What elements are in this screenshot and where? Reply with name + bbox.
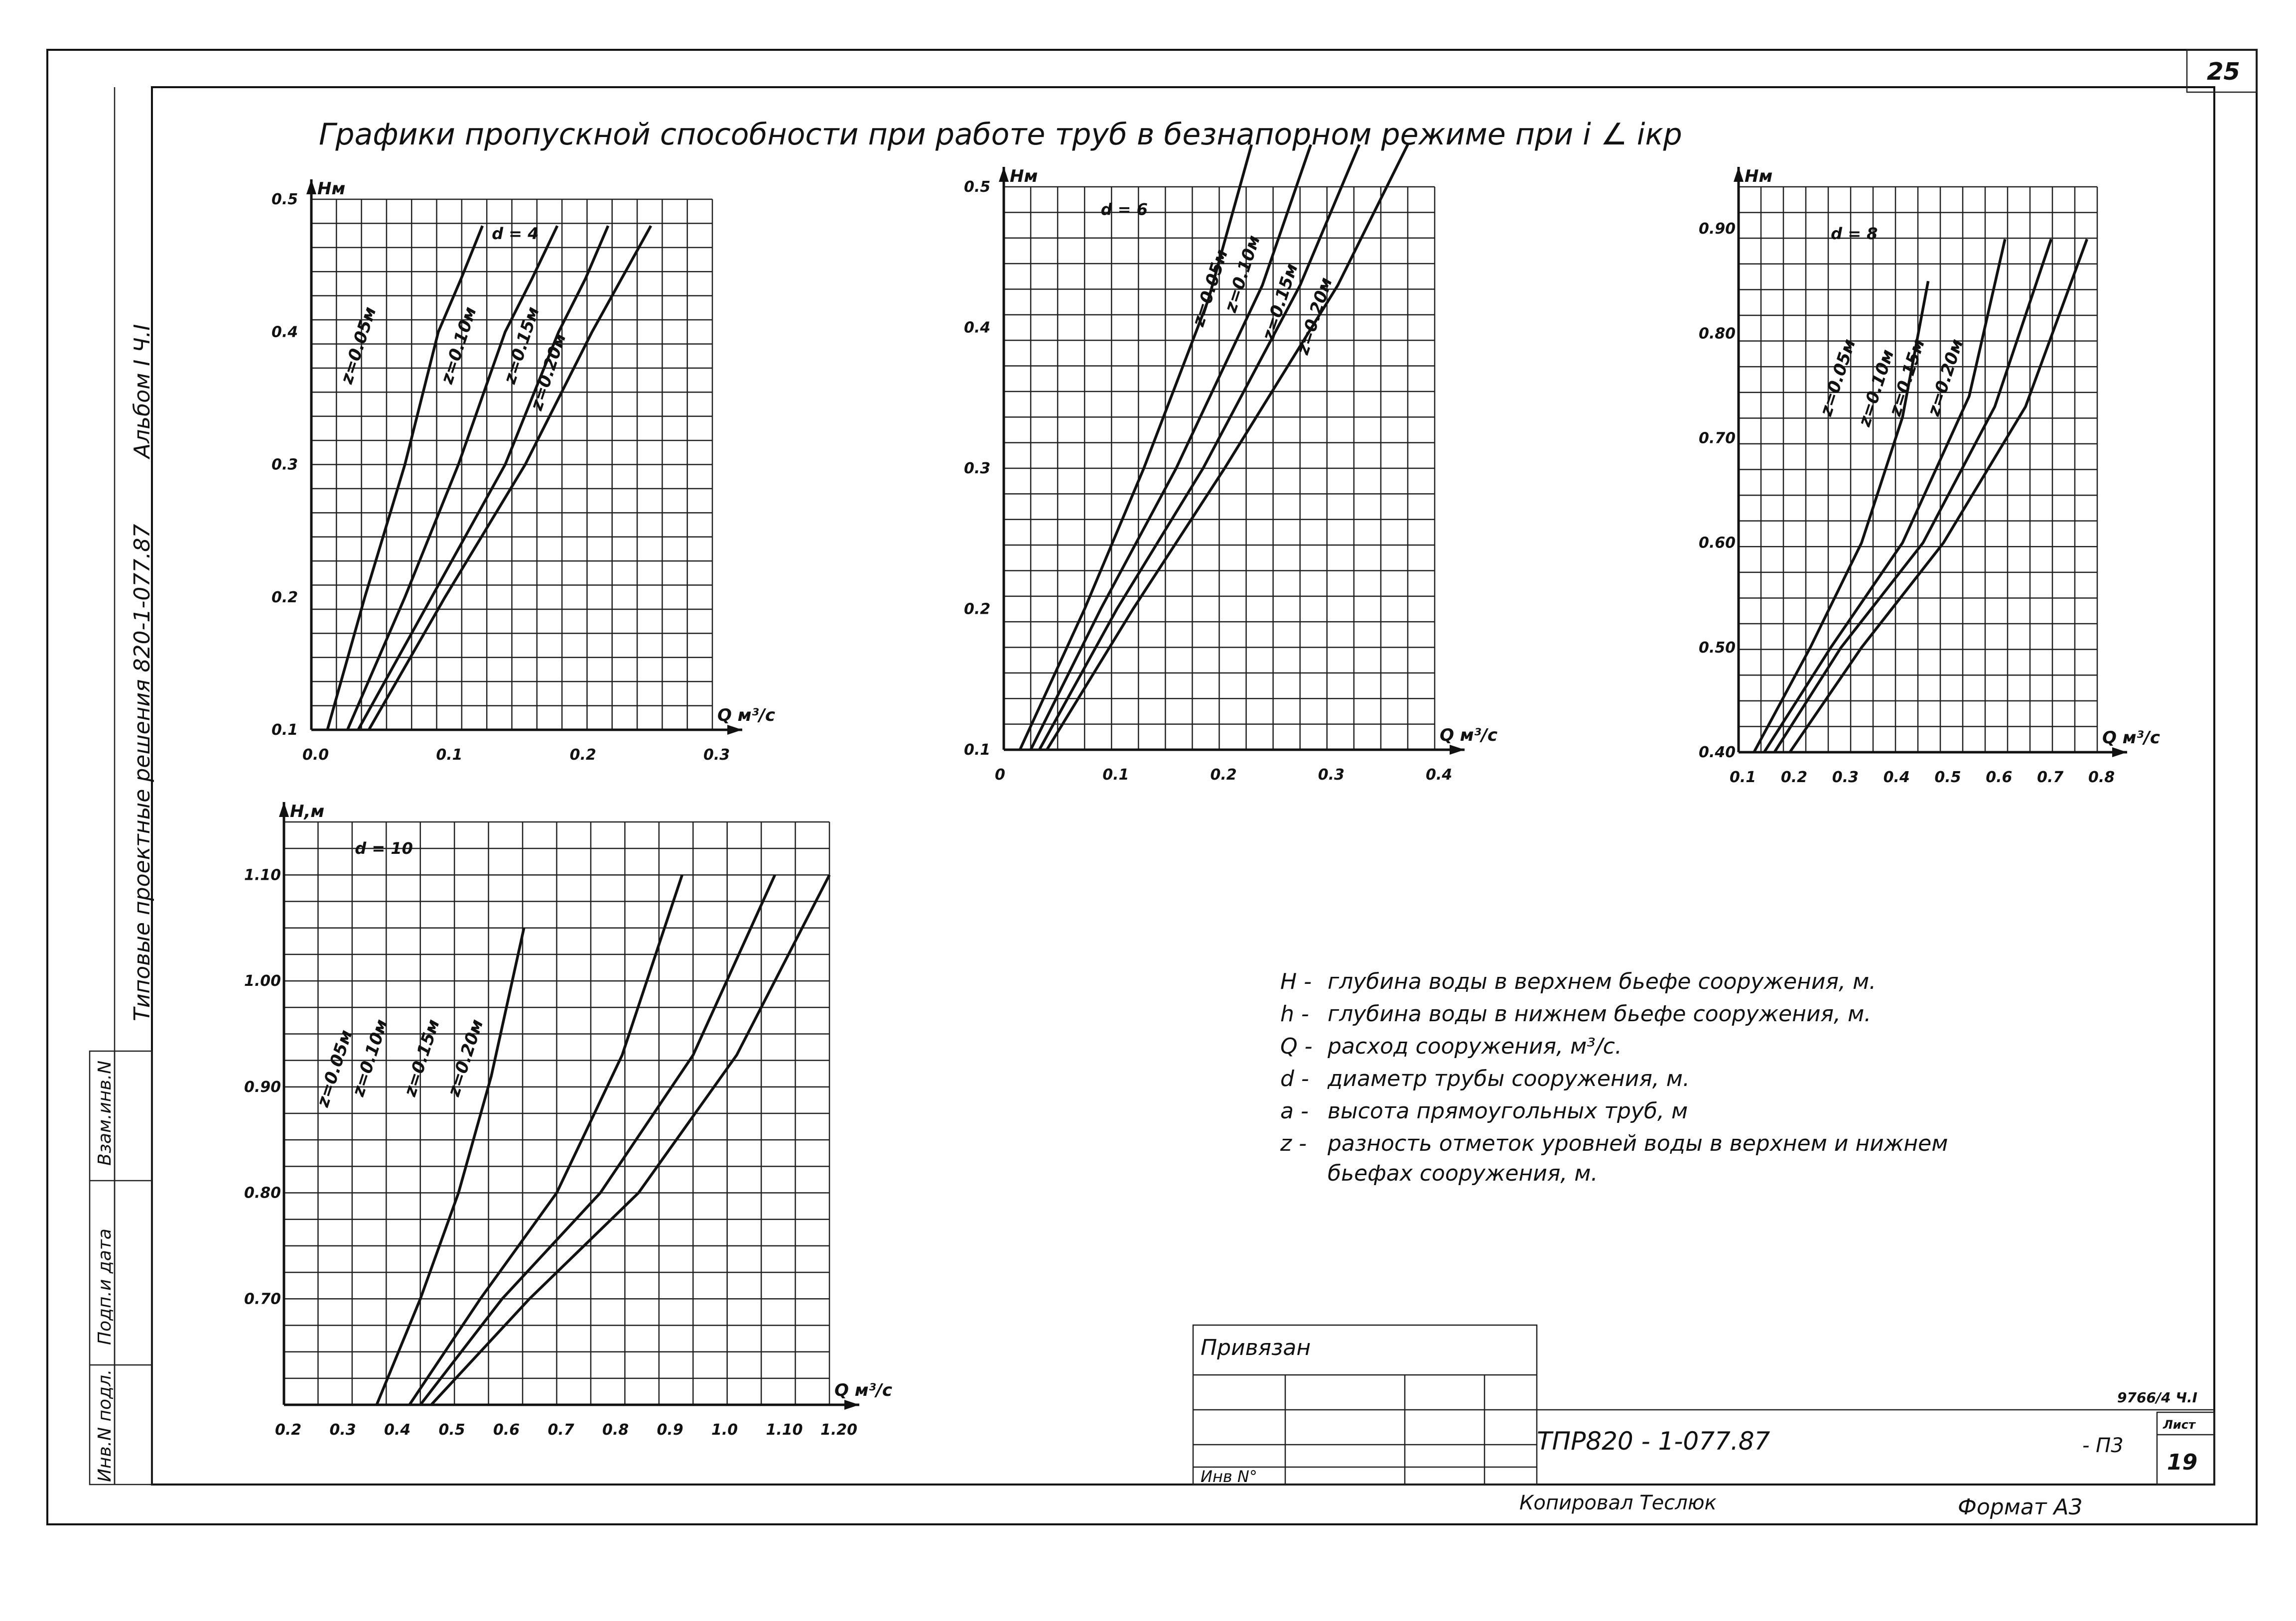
x-tick-label: 0.7	[547, 1421, 574, 1439]
y-axis-arrow	[306, 179, 316, 194]
x-tick-label: 0.0	[302, 746, 329, 764]
x-axis-arrow	[727, 725, 742, 735]
x-tick-label: 0.1	[436, 746, 463, 764]
x-tick-label: 0.9	[657, 1421, 683, 1439]
y-tick-label: 0.70	[1699, 429, 1736, 447]
stamp-label-podp: Подп.и дата	[95, 1228, 115, 1345]
y-tick-label: 0.4	[271, 323, 298, 341]
y-tick-label: 0.2	[271, 588, 298, 606]
x-tick-label: 0.4	[384, 1421, 411, 1439]
legend-symbol-a: a -	[1280, 1098, 1309, 1124]
diameter-label: d = 10	[355, 838, 413, 858]
y-tick-label: 0.2	[964, 600, 991, 618]
legend-symbol-H: H -	[1280, 969, 1312, 994]
legend-symbol-d: d -	[1280, 1066, 1309, 1091]
title-block	[1193, 1325, 2214, 1520]
y-tick-label: 0.3	[964, 460, 991, 477]
legend-text-a: высота прямоугольных труб, м	[1328, 1098, 1688, 1124]
y-tick-label: 1.00	[244, 972, 281, 990]
series-label-2: z=0.10м	[348, 1017, 392, 1099]
y-tick-label: 0.5	[964, 178, 991, 196]
series-label-3: z=0.15м	[1885, 336, 1929, 419]
y-tick-label: 0.3	[271, 456, 298, 474]
series-label-1: z=0.05м	[1816, 336, 1860, 419]
series-label-4: z=0.20м	[443, 1017, 488, 1099]
y-tick-label: 0.70	[244, 1290, 281, 1308]
copied-by: Копировал Теслюк	[1519, 1491, 1717, 1514]
legend-text-H: глубина воды в верхнем бьефе сооружения, м.	[1328, 969, 1877, 994]
y-tick-label: 0.1	[271, 721, 298, 739]
chart-d6	[964, 144, 1497, 784]
x-axis-arrow	[2112, 747, 2127, 757]
doc-code: ТПР820 - 1-077.87	[1537, 1427, 1770, 1456]
order-no: 9766/4 Ч.I	[2117, 1389, 2198, 1406]
series-label-2: z=0.10м	[1854, 347, 1898, 429]
y-tick-label: 0.80	[1699, 325, 1736, 343]
stamp-label-vzam: Взам.инв.N	[95, 1060, 115, 1166]
series-label-4: z=0.20м	[1923, 336, 1968, 419]
x-tick-label: 0.4	[1426, 766, 1453, 784]
y-tick-label: 0.90	[1699, 220, 1736, 238]
x-tick-label: 0.1	[1730, 769, 1756, 786]
x-tick-label: 0.1	[1102, 766, 1129, 784]
chart-d8	[1699, 166, 2160, 786]
inv-no-label: Инв N°	[1201, 1467, 1257, 1486]
series-line-3	[1039, 144, 1359, 750]
y-tick-label: 0.90	[244, 1078, 281, 1096]
x-axis-title: Q м³/с	[834, 1380, 892, 1400]
legend-text-Q: расход сооружения, м³/с.	[1328, 1034, 1622, 1059]
x-tick-label: 0.4	[1883, 769, 1910, 786]
x-tick-label: 1.20	[820, 1421, 858, 1439]
sheet-title: Графики пропускной способности при работе труб в безнапорном режиме при i ∠ iкр	[319, 117, 1682, 152]
y-tick-label: 0.40	[1699, 744, 1736, 761]
series-label: Типовые проектные решения 820-1-077.87	[130, 524, 155, 1021]
series-line-3	[358, 226, 608, 730]
legend-text-h: глубина воды в нижнем бьефе сооружения, м.	[1328, 1001, 1872, 1027]
y-axis-title: Нм	[1010, 166, 1038, 186]
y-axis-title: Нм	[1745, 166, 1773, 186]
series-label-1: z=0.05м	[337, 304, 381, 387]
format-label: Формат А3	[1958, 1494, 2083, 1520]
chart-d10	[244, 802, 892, 1439]
x-tick-label: 0.2	[569, 746, 596, 764]
series-line-1	[1020, 144, 1251, 750]
album-label: Альбом I Ч.I	[130, 324, 155, 458]
chart-d4	[271, 179, 775, 764]
x-axis-arrow	[1450, 745, 1465, 755]
x-tick-label: 0.2	[1780, 769, 1808, 786]
y-axis-title: Нм	[317, 179, 346, 199]
privyazan-label: Привязан	[1201, 1335, 1311, 1360]
x-tick-label: 0.8	[602, 1421, 629, 1439]
series-label-2: z=0.10м	[1220, 233, 1264, 315]
series-line-1	[327, 226, 482, 730]
legend-text-d: диаметр трубы сооружения, м.	[1328, 1066, 1690, 1091]
y-tick-label: 0.1	[964, 741, 991, 759]
legend-text-z: разность отметок уровней воды в верхнем и нижнем	[1328, 1131, 1948, 1156]
x-tick-label: 0.8	[2088, 769, 2115, 786]
x-tick-label: 0.3	[329, 1421, 356, 1439]
diameter-label: d = 8	[1831, 224, 1878, 244]
x-axis-title: Q м³/с	[2102, 728, 2160, 748]
y-tick-label: 0.4	[964, 319, 991, 337]
legend-symbol-z: z -	[1280, 1131, 1307, 1156]
y-axis-arrow	[279, 802, 289, 817]
x-tick-label: 0.6	[1986, 769, 2013, 786]
x-axis-title: Q м³/с	[1440, 725, 1497, 745]
series-label-3: z=0.15м	[500, 304, 543, 387]
diameter-label: d = 4	[492, 224, 539, 243]
x-tick-label: 0.2	[1210, 766, 1237, 784]
x-tick-label: 1.10	[766, 1421, 803, 1439]
series-label-3: z=0.15м	[400, 1017, 444, 1099]
x-tick-label: 0.3	[1318, 766, 1345, 784]
y-tick-label: 0.60	[1699, 534, 1736, 552]
stamp-label-inv: Инв.N подл.	[95, 1369, 115, 1482]
x-tick-label: 0	[995, 766, 1005, 784]
series-line-2	[1031, 144, 1311, 750]
y-tick-label: 0.50	[1699, 639, 1736, 657]
series-label-2: z=0.10м	[437, 304, 481, 387]
y-tick-label: 0.80	[244, 1184, 281, 1202]
legend	[1280, 969, 1948, 1186]
x-axis-title: Q м³/с	[717, 705, 775, 725]
y-tick-label: 1.10	[244, 866, 281, 884]
legend-symbol-h: h -	[1280, 1001, 1309, 1027]
y-axis-arrow	[999, 167, 1009, 182]
legend-symbol-Q: Q -	[1280, 1034, 1313, 1059]
list-number: 19	[2167, 1450, 2198, 1475]
y-axis-arrow	[1734, 167, 1744, 182]
series-label-4: z=0.20м	[1293, 275, 1337, 357]
y-axis-title: Н,м	[290, 802, 325, 821]
list-label: Лист	[2163, 1418, 2195, 1432]
diameter-label: d = 6	[1100, 200, 1148, 219]
x-tick-label: 0.2	[275, 1421, 302, 1439]
x-tick-label: 0.3	[1832, 769, 1859, 786]
x-tick-label: 0.5	[1934, 769, 1961, 786]
y-tick-label: 0.5	[271, 191, 298, 208]
x-tick-label: 0.6	[493, 1421, 520, 1439]
page-number: 25	[2207, 58, 2240, 86]
legend-text-z-cont: бьефах сооружения, м.	[1328, 1161, 1598, 1186]
x-tick-label: 1.0	[711, 1421, 738, 1439]
series-label-3: z=0.15м	[1258, 261, 1302, 343]
series-label-4: z=0.20м	[527, 331, 570, 413]
x-tick-label: 0.3	[703, 746, 730, 764]
sheet-code: - П3	[2082, 1434, 2124, 1457]
x-axis-arrow	[844, 1400, 859, 1410]
x-tick-label: 0.5	[438, 1421, 465, 1439]
series-label-1: z=0.05м	[1188, 247, 1232, 329]
series-label-1: z=0.05м	[313, 1027, 357, 1110]
x-tick-label: 0.7	[2037, 769, 2064, 786]
